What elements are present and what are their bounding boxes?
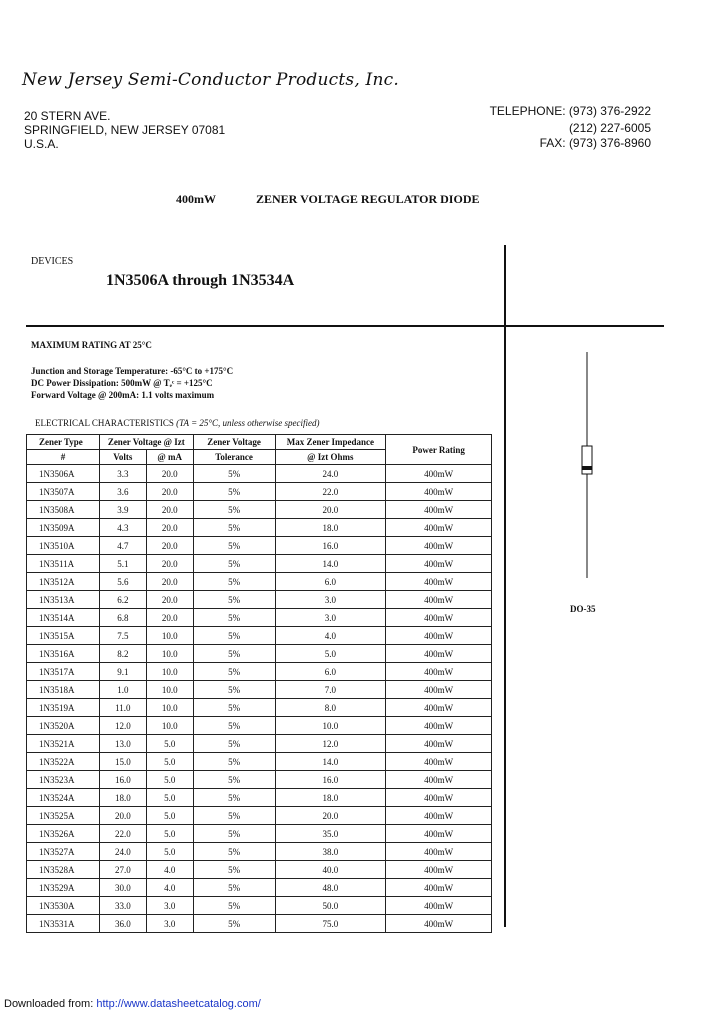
cell-ma: 3.0	[146, 915, 193, 933]
cell-tolerance: 5%	[193, 735, 275, 753]
cell-type: 1N3516A	[27, 645, 100, 663]
cell-power: 400mW	[386, 825, 492, 843]
cell-power: 400mW	[386, 555, 492, 573]
table-row	[27, 501, 492, 519]
cell-volts: 22.0	[99, 825, 146, 843]
cell-ma: 10.0	[146, 717, 193, 735]
cell-volts: 7.5	[99, 627, 146, 645]
cell-tolerance: 5%	[193, 753, 275, 771]
cell-tolerance: 5%	[193, 465, 275, 483]
devices-label: DEVICES	[31, 256, 74, 267]
cell-type: 1N3520A	[27, 717, 100, 735]
footer-link[interactable]: http://www.datasheetcatalog.com/	[96, 998, 261, 1010]
table-row	[27, 609, 492, 627]
cell-type: 1N3518A	[27, 681, 100, 699]
cell-power: 400mW	[386, 465, 492, 483]
table-row	[27, 915, 492, 933]
cell-type: 1N3523A	[27, 771, 100, 789]
cell-type: 1N3511A	[27, 555, 100, 573]
cell-volts: 33.0	[99, 897, 146, 915]
cell-impedance: 6.0	[275, 573, 386, 591]
cell-volts: 15.0	[99, 753, 146, 771]
cell-tolerance: 5%	[193, 825, 275, 843]
cell-type: 1N3507A	[27, 483, 100, 501]
table-row	[27, 699, 492, 717]
subheader-volts: Volts	[99, 450, 146, 465]
cell-type: 1N3509A	[27, 519, 100, 537]
cell-ma: 20.0	[146, 501, 193, 519]
cell-ma: 5.0	[146, 771, 193, 789]
table-row	[27, 789, 492, 807]
table-row	[27, 717, 492, 735]
cell-impedance: 50.0	[275, 897, 386, 915]
cell-power: 400mW	[386, 897, 492, 915]
table-row	[27, 681, 492, 699]
table-row	[27, 555, 492, 573]
cell-ma: 4.0	[146, 879, 193, 897]
telephone-1: TELEPHONE: (973) 376-2922	[489, 104, 651, 118]
subheader-ohms: @ Izt Ohms	[275, 450, 386, 465]
electrical-condition: (TA = 25°C, unless otherwise specified)	[176, 418, 320, 428]
cell-tolerance: 5%	[193, 699, 275, 717]
cell-tolerance: 5%	[193, 771, 275, 789]
cell-tolerance: 5%	[193, 789, 275, 807]
table-body	[27, 465, 492, 933]
telephone-2: (212) 227-6005	[568, 121, 651, 135]
cell-power: 400mW	[386, 735, 492, 753]
cell-power: 400mW	[386, 645, 492, 663]
cell-power: 400mW	[386, 681, 492, 699]
document-title: ZENER VOLTAGE REGULATOR DIODE	[256, 192, 480, 206]
cell-ma: 20.0	[146, 573, 193, 591]
header-zener-voltage: Zener Voltage @ Izt	[99, 435, 193, 450]
cell-impedance: 8.0	[275, 699, 386, 717]
cell-impedance: 20.0	[275, 501, 386, 519]
cell-volts: 12.0	[99, 717, 146, 735]
electrical-title: ELECTRICAL CHARACTERISTICS	[35, 418, 174, 428]
table-row	[27, 879, 492, 897]
footer	[4, 998, 261, 1010]
cell-type: 1N3528A	[27, 861, 100, 879]
cell-impedance: 5.0	[275, 645, 386, 663]
cell-tolerance: 5%	[193, 717, 275, 735]
cell-impedance: 18.0	[275, 789, 386, 807]
table-row	[27, 771, 492, 789]
cell-tolerance: 5%	[193, 627, 275, 645]
cell-ma: 10.0	[146, 627, 193, 645]
header-zener-type: Zener Type	[27, 435, 100, 450]
cell-volts: 16.0	[99, 771, 146, 789]
cell-power: 400mW	[386, 861, 492, 879]
cell-ma: 10.0	[146, 699, 193, 717]
cell-ma: 10.0	[146, 663, 193, 681]
cell-ma: 3.0	[146, 897, 193, 915]
cell-ma: 20.0	[146, 591, 193, 609]
table-row	[27, 807, 492, 825]
cell-impedance: 18.0	[275, 519, 386, 537]
cell-power: 400mW	[386, 591, 492, 609]
cell-tolerance: 5%	[193, 807, 275, 825]
cell-ma: 20.0	[146, 537, 193, 555]
cell-ma: 5.0	[146, 789, 193, 807]
table-row	[27, 897, 492, 915]
cell-tolerance: 5%	[193, 915, 275, 933]
cell-type: 1N3506A	[27, 465, 100, 483]
cell-type: 1N3519A	[27, 699, 100, 717]
cell-impedance: 14.0	[275, 753, 386, 771]
cell-type: 1N3517A	[27, 663, 100, 681]
cell-volts: 30.0	[99, 879, 146, 897]
cell-impedance: 48.0	[275, 879, 386, 897]
cell-power: 400mW	[386, 573, 492, 591]
cell-type: 1N3531A	[27, 915, 100, 933]
cell-volts: 3.9	[99, 501, 146, 519]
cell-tolerance: 5%	[193, 609, 275, 627]
cell-ma: 20.0	[146, 609, 193, 627]
cell-ma: 20.0	[146, 555, 193, 573]
cell-ma: 5.0	[146, 753, 193, 771]
rating-line-temperature: Junction and Storage Temperature: -65°C to +175°C	[31, 366, 234, 376]
cell-tolerance: 5%	[193, 663, 275, 681]
cell-volts: 4.7	[99, 537, 146, 555]
cell-power: 400mW	[386, 519, 492, 537]
cell-power: 400mW	[386, 627, 492, 645]
table-row	[27, 645, 492, 663]
cell-tolerance: 5%	[193, 645, 275, 663]
cell-power: 400mW	[386, 717, 492, 735]
cell-impedance: 3.0	[275, 591, 386, 609]
cell-type: 1N3522A	[27, 753, 100, 771]
cell-type: 1N3529A	[27, 879, 100, 897]
cell-type: 1N3530A	[27, 897, 100, 915]
cell-type: 1N3508A	[27, 501, 100, 519]
cell-volts: 27.0	[99, 861, 146, 879]
address-line-3: U.S.A.	[24, 137, 59, 151]
cell-volts: 11.0	[99, 699, 146, 717]
cell-tolerance: 5%	[193, 573, 275, 591]
table-row	[27, 465, 492, 483]
cell-type: 1N3525A	[27, 807, 100, 825]
table-row	[27, 573, 492, 591]
cell-ma: 20.0	[146, 483, 193, 501]
cell-volts: 6.8	[99, 609, 146, 627]
cell-impedance: 7.0	[275, 681, 386, 699]
cell-volts: 13.0	[99, 735, 146, 753]
cell-ma: 5.0	[146, 735, 193, 753]
cell-impedance: 40.0	[275, 861, 386, 879]
cell-volts: 9.1	[99, 663, 146, 681]
cell-type: 1N3515A	[27, 627, 100, 645]
cell-volts: 36.0	[99, 915, 146, 933]
cell-tolerance: 5%	[193, 681, 275, 699]
cell-impedance: 75.0	[275, 915, 386, 933]
max-rating-heading: MAXIMUM RATING AT 25°C	[31, 340, 152, 350]
cell-tolerance: 5%	[193, 519, 275, 537]
cell-tolerance: 5%	[193, 879, 275, 897]
cell-volts: 6.2	[99, 591, 146, 609]
power-title: 400mW	[176, 192, 216, 206]
cell-tolerance: 5%	[193, 591, 275, 609]
cell-impedance: 3.0	[275, 609, 386, 627]
table-row	[27, 825, 492, 843]
cell-type: 1N3513A	[27, 591, 100, 609]
cell-power: 400mW	[386, 771, 492, 789]
cell-volts: 4.3	[99, 519, 146, 537]
cell-impedance: 24.0	[275, 465, 386, 483]
cell-power: 400mW	[386, 663, 492, 681]
cell-volts: 5.6	[99, 573, 146, 591]
cell-type: 1N3524A	[27, 789, 100, 807]
cell-ma: 5.0	[146, 807, 193, 825]
cell-impedance: 35.0	[275, 825, 386, 843]
devices-range: 1N3506A through 1N3534A	[106, 272, 295, 289]
footer-prefix: Downloaded from:	[4, 998, 94, 1010]
cell-tolerance: 5%	[193, 501, 275, 519]
cell-tolerance: 5%	[193, 897, 275, 915]
cell-power: 400mW	[386, 501, 492, 519]
horizontal-divider	[26, 325, 664, 327]
cell-power: 400mW	[386, 807, 492, 825]
cell-type: 1N3521A	[27, 735, 100, 753]
cell-power: 400mW	[386, 699, 492, 717]
cell-volts: 20.0	[99, 807, 146, 825]
cell-tolerance: 5%	[193, 861, 275, 879]
cell-power: 400mW	[386, 753, 492, 771]
cell-type: 1N3514A	[27, 609, 100, 627]
cell-power: 400mW	[386, 537, 492, 555]
cell-type: 1N3512A	[27, 573, 100, 591]
header-impedance: Max Zener Impedance	[275, 435, 386, 450]
table-row	[27, 519, 492, 537]
cell-impedance: 20.0	[275, 807, 386, 825]
cell-volts: 3.6	[99, 483, 146, 501]
diode-cathode-band	[582, 466, 592, 470]
cell-tolerance: 5%	[193, 537, 275, 555]
cell-ma: 20.0	[146, 465, 193, 483]
cell-power: 400mW	[386, 483, 492, 501]
table-row	[27, 861, 492, 879]
electrical-heading	[35, 418, 320, 428]
table-row	[27, 627, 492, 645]
cell-impedance: 16.0	[275, 537, 386, 555]
table-row	[27, 753, 492, 771]
cell-type: 1N3527A	[27, 843, 100, 861]
subheader-number: #	[27, 450, 100, 465]
cell-tolerance: 5%	[193, 843, 275, 861]
table-row	[27, 591, 492, 609]
table-row	[27, 663, 492, 681]
cell-impedance: 22.0	[275, 483, 386, 501]
cell-type: 1N3526A	[27, 825, 100, 843]
vertical-divider	[504, 245, 506, 927]
company-name: New Jersey Semi-Conductor Products, Inc.	[22, 70, 399, 90]
cell-ma: 4.0	[146, 861, 193, 879]
cell-impedance: 6.0	[275, 663, 386, 681]
cell-impedance: 16.0	[275, 771, 386, 789]
cell-tolerance: 5%	[193, 483, 275, 501]
cell-ma: 10.0	[146, 681, 193, 699]
header-tolerance: Zener Voltage	[193, 435, 275, 450]
header-power-rating: Power Rating	[386, 435, 492, 465]
cell-impedance: 12.0	[275, 735, 386, 753]
cell-power: 400mW	[386, 915, 492, 933]
cell-impedance: 14.0	[275, 555, 386, 573]
cell-volts: 1.0	[99, 681, 146, 699]
package-label: DO-35	[570, 604, 596, 614]
rating-line-forward-voltage: Forward Voltage @ 200mA: 1.1 volts maximum	[31, 390, 215, 400]
rating-line-power: DC Power Dissipation: 500mW @ Tₑᶜ = +125°C	[31, 378, 213, 388]
cell-power: 400mW	[386, 843, 492, 861]
zener-spec-table	[26, 434, 492, 933]
cell-volts: 8.2	[99, 645, 146, 663]
table-row	[27, 483, 492, 501]
cell-power: 400mW	[386, 789, 492, 807]
cell-power: 400mW	[386, 879, 492, 897]
fax-number: FAX: (973) 376-8960	[539, 136, 651, 150]
subheader-tolerance: Tolerance	[193, 450, 275, 465]
table-header-row	[27, 435, 492, 450]
cell-tolerance: 5%	[193, 555, 275, 573]
cell-volts: 24.0	[99, 843, 146, 861]
address-line-2: SPRINGFIELD, NEW JERSEY 07081	[24, 123, 226, 137]
cell-impedance: 10.0	[275, 717, 386, 735]
cell-volts: 5.1	[99, 555, 146, 573]
cell-ma: 20.0	[146, 519, 193, 537]
cell-ma: 5.0	[146, 825, 193, 843]
cell-ma: 10.0	[146, 645, 193, 663]
cell-volts: 3.3	[99, 465, 146, 483]
subheader-ma: @ mA	[146, 450, 193, 465]
cell-power: 400mW	[386, 609, 492, 627]
cell-type: 1N3510A	[27, 537, 100, 555]
cell-volts: 18.0	[99, 789, 146, 807]
table-row	[27, 735, 492, 753]
do35-diode-drawing	[577, 350, 597, 580]
cell-ma: 5.0	[146, 843, 193, 861]
cell-impedance: 4.0	[275, 627, 386, 645]
cell-impedance: 38.0	[275, 843, 386, 861]
table-row	[27, 537, 492, 555]
table-row	[27, 843, 492, 861]
address-line-1: 20 STERN AVE.	[24, 109, 111, 123]
